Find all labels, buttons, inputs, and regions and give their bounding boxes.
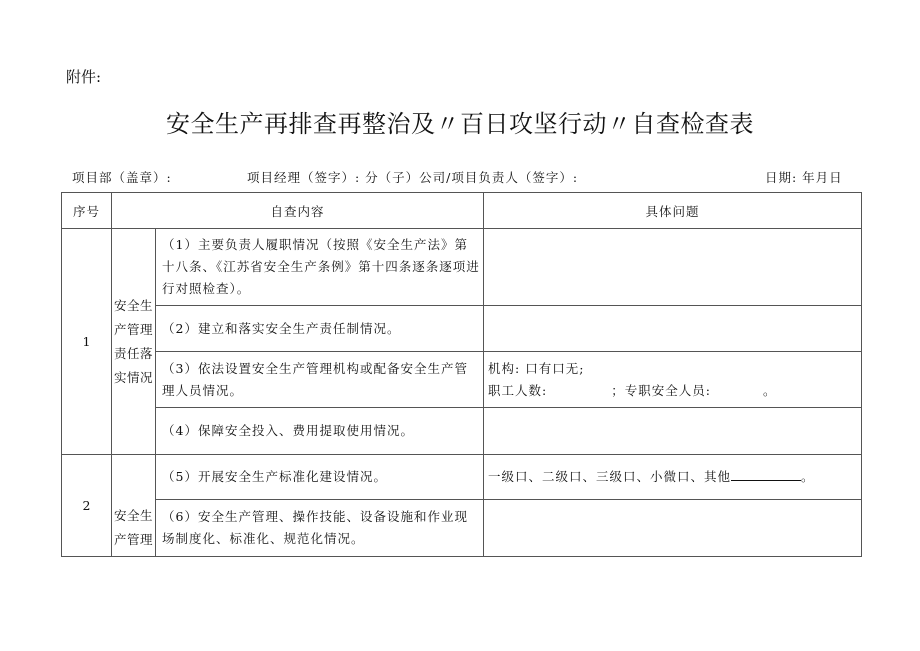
table-row [62,408,862,455]
check-item: （4）保障安全投入、费用提取使用情况。 [156,408,484,455]
checklist-table [61,192,862,557]
org-options: 机构: 口有口无; [488,360,585,376]
table-row [62,455,862,500]
group-category: 安全生产管理 [112,455,156,557]
problem-cell[interactable] [484,229,862,306]
header-num: 序号 [62,193,112,229]
meta-date: 日期: 年月日 [765,170,843,185]
problem-cell[interactable] [484,500,862,557]
safety-staff-label: ；专职安全人员: [611,382,711,398]
check-item: （3）依法设置安全生产管理机构或配备安全生产管理人员情况。 [156,352,484,408]
header-problem: 具体问题 [484,193,862,229]
group-category: 安全生产管理责任落实情况 [112,229,156,455]
meta-dept-stamp: 项目部（盖章）: [72,170,172,185]
problem-cell[interactable] [484,306,862,352]
period: 。 [762,382,777,398]
other-blank [731,466,801,481]
check-item: （1）主要负责人履职情况（按照《安全生产法》第十八条、《江苏省安全生产条例》第十四条逐条逐项进行对照检查）。 [156,229,484,306]
table-row [62,352,862,408]
header-content: 自查内容 [112,193,484,229]
level-options: 一级口、二级口、三级口、小微口、其他 [488,469,732,484]
staff-count-label: 职工人数: [488,382,548,398]
table-header-row [62,193,862,229]
check-item: （2）建立和落实安全生产责任制情况。 [156,306,484,352]
check-item: （6）安全生产管理、操作技能、设备设施和作业现场制度化、标准化、规范化情况。 [156,500,484,557]
group-number: 2 [62,455,112,557]
meta-manager-signature: 项目经理（签字）: 分（子）公司/项目负责人（签字）: [247,170,579,185]
check-item: （5）开展安全生产标准化建设情况。 [156,455,484,500]
table-row [62,229,862,306]
table-row [62,500,862,557]
problem-cell[interactable] [484,408,862,455]
page-title: 安全生产再排查再整治及〃百日攻坚行动〃自查检查表 [166,110,754,138]
group-number: 1 [62,229,112,455]
staff-counts [488,380,857,402]
problem-cell[interactable] [484,455,862,500]
attachment-label: 附件: [66,68,102,86]
period: 。 [801,469,815,484]
problem-cell[interactable] [484,352,862,408]
table-row [62,306,862,352]
